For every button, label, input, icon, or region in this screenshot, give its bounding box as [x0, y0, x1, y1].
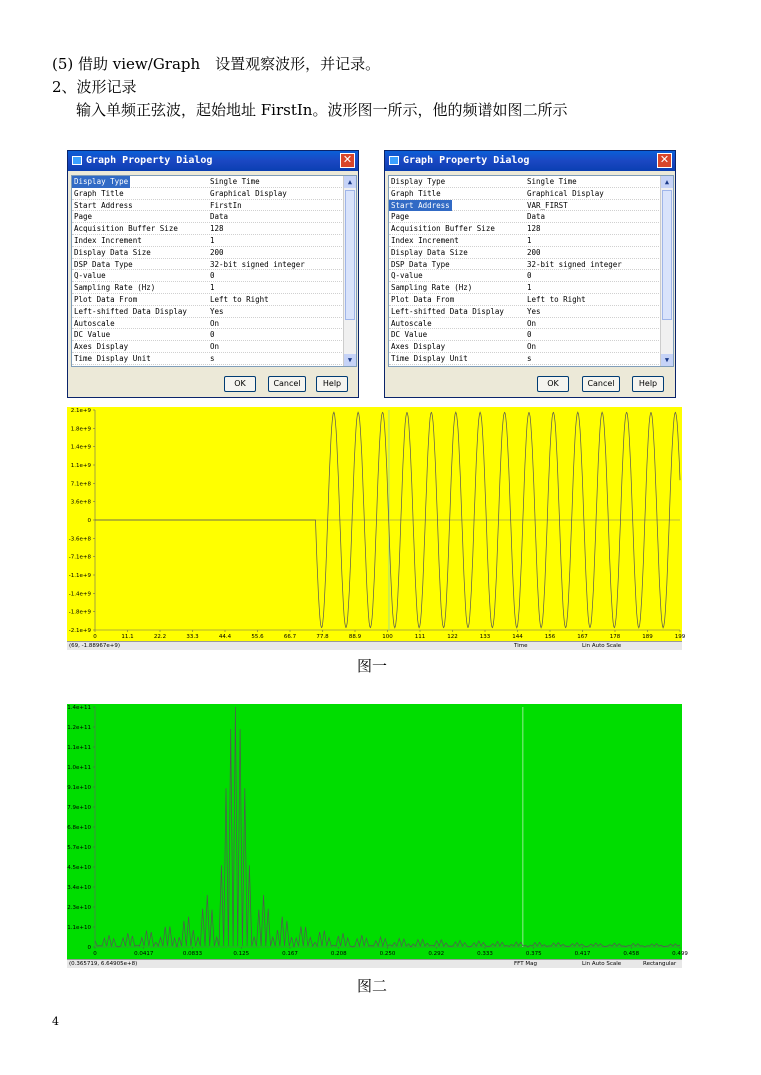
property-key: Time Display Unit: [391, 353, 468, 363]
property-key: Q-value: [391, 271, 423, 281]
property-value[interactable]: Single Time: [210, 177, 260, 186]
property-value[interactable]: Yes: [210, 306, 224, 316]
property-value[interactable]: 0: [527, 271, 532, 281]
x-tick-label: 156: [544, 634, 556, 640]
property-key: Index Increment: [74, 235, 142, 245]
scroll-up-icon[interactable]: ▲: [661, 176, 673, 188]
y-tick-label: 0: [87, 945, 91, 951]
property-value[interactable]: 200: [210, 247, 224, 257]
x-tick-label: 0.417: [574, 951, 591, 957]
x-tick-label: 0.250: [379, 951, 396, 957]
property-value[interactable]: 0: [210, 330, 215, 340]
scale-mode: Lin Auto Scale: [582, 643, 622, 649]
property-row[interactable]: [72, 318, 356, 330]
x-tick-label: 167: [577, 634, 588, 640]
y-tick-label: 7.9e+10: [67, 805, 91, 811]
x-tick-label: 0.458: [623, 951, 640, 957]
property-value[interactable]: Yes: [527, 306, 541, 316]
app-icon: [389, 156, 399, 165]
property-key: Axes Display: [391, 342, 446, 352]
close-icon[interactable]: ✕: [340, 153, 355, 168]
property-value[interactable]: s: [210, 353, 215, 363]
instruction-line-1: (5) 借助 view/Graph 设置观察波形，并记录。: [52, 55, 381, 73]
property-row[interactable]: [72, 294, 356, 306]
scroll-up-icon[interactable]: ▲: [344, 176, 356, 188]
property-grid[interactable]: [388, 175, 674, 367]
property-key: Page: [391, 212, 410, 222]
property-row[interactable]: [389, 188, 673, 200]
scroll-thumb[interactable]: [662, 190, 672, 320]
x-tick-label: 0.375: [525, 951, 542, 957]
help-button[interactable]: Help: [632, 376, 664, 392]
property-key: Graph Title: [74, 188, 124, 198]
y-tick-label: 1.2e+11: [67, 725, 91, 731]
property-row[interactable]: [389, 235, 673, 247]
property-key: Autoscale: [74, 318, 115, 328]
property-row[interactable]: [72, 329, 356, 341]
scroll-thumb[interactable]: [345, 190, 355, 320]
y-tick-label: -1.1e+9: [68, 573, 91, 579]
property-value[interactable]: 200: [527, 247, 541, 257]
graph-property-dialog-left: [67, 150, 359, 398]
property-row[interactable]: [72, 270, 356, 282]
display-mode: Time: [514, 643, 528, 649]
status-bar: [67, 959, 682, 968]
x-tick-label: 199: [674, 634, 686, 640]
property-value[interactable]: Left to Right: [527, 294, 586, 304]
dialog-titlebar: [385, 151, 675, 171]
x-tick-label: 189: [642, 634, 653, 640]
property-row[interactable]: [72, 200, 356, 212]
x-tick-label: 22.2: [153, 634, 167, 640]
x-tick-label: 0.292: [428, 951, 445, 957]
y-tick-label: 1.1e+11: [67, 745, 91, 751]
y-tick-label: 1.4e+11: [67, 705, 91, 711]
y-tick-label: 1.1e+9: [70, 463, 91, 469]
close-icon[interactable]: ✕: [657, 153, 672, 168]
y-tick-label: -3.6e+8: [68, 536, 91, 543]
property-key: Plot Data From: [391, 294, 455, 304]
property-key: Plot Data From: [74, 294, 138, 304]
property-row[interactable]: [72, 306, 356, 318]
x-tick-label: 100: [382, 634, 393, 640]
property-value[interactable]: 32-bit signed integer: [210, 259, 305, 269]
plot-background: [67, 407, 682, 641]
property-key: Autoscale: [391, 318, 432, 328]
ok-button[interactable]: OK: [224, 376, 256, 392]
property-value[interactable]: VAR_FIRST: [527, 200, 568, 210]
property-row[interactable]: [389, 341, 673, 353]
property-key: DSP Data Type: [391, 259, 450, 269]
property-value[interactable]: On: [210, 318, 220, 328]
property-grid[interactable]: [71, 175, 357, 367]
dialog-titlebar: [68, 151, 358, 171]
property-key: Acquisition Buffer Size: [391, 224, 495, 234]
property-key: Index Increment: [391, 235, 459, 245]
cancel-button[interactable]: Cancel: [268, 376, 306, 392]
status-bar: [67, 641, 682, 650]
scroll-down-icon[interactable]: ▼: [344, 354, 356, 366]
property-key: Page: [74, 212, 93, 222]
property-row[interactable]: [72, 259, 356, 271]
property-value[interactable]: 0: [527, 330, 532, 340]
x-tick-label: 122: [447, 634, 458, 640]
cursor-readout: (0.365719, 6.64905e+8): [69, 961, 138, 967]
property-key: Graph Title: [391, 188, 441, 198]
property-value[interactable]: 0: [210, 271, 215, 281]
y-tick-label: 0: [87, 518, 91, 524]
property-key: Display Data Size: [74, 247, 151, 257]
property-row[interactable]: [389, 270, 673, 282]
property-value[interactable]: On: [527, 318, 537, 328]
property-row[interactable]: [72, 353, 356, 365]
property-value[interactable]: On: [210, 342, 220, 352]
dialog-title: Graph Property Dialog: [403, 155, 530, 166]
property-row[interactable]: [389, 294, 673, 306]
y-tick-label: 9.1e+10: [67, 785, 91, 791]
property-row[interactable]: [72, 176, 356, 188]
property-row[interactable]: [389, 223, 673, 235]
property-key: Display Data Size: [391, 247, 468, 257]
property-key: Q-value: [74, 271, 106, 281]
app-icon: [72, 156, 82, 165]
x-tick-label: 133: [479, 634, 491, 640]
figure-caption-2: 图二: [357, 977, 388, 995]
property-key: Display Type: [391, 177, 446, 186]
property-value[interactable]: Graphical Display: [210, 188, 287, 198]
property-value[interactable]: On: [527, 342, 537, 352]
property-value[interactable]: Single Time: [527, 177, 577, 186]
property-value[interactable]: 1: [527, 283, 532, 293]
cancel-button[interactable]: Cancel: [582, 376, 620, 392]
y-tick-label: 6.8e+10: [67, 825, 91, 831]
property-row[interactable]: [389, 329, 673, 341]
y-tick-label: 2.3e+10: [67, 905, 91, 911]
y-tick-label: 1.0e+11: [67, 765, 91, 771]
y-tick-label: 4.5e+10: [67, 865, 91, 871]
x-tick-label: 66.7: [283, 634, 297, 640]
property-key: Time Display Unit: [74, 353, 151, 363]
time-graph-window: [67, 407, 686, 650]
x-tick-label: 0.333: [477, 951, 493, 957]
x-tick-label: 0: [93, 951, 97, 957]
y-tick-label: -2.1e+9: [68, 628, 91, 634]
y-tick-label: 1.4e+9: [70, 444, 91, 451]
x-tick-label: 0.167: [282, 951, 298, 957]
property-key: Left-shifted Data Display: [391, 306, 504, 316]
property-row[interactable]: [389, 353, 673, 365]
y-tick-label: -1.8e+9: [68, 609, 91, 616]
property-row[interactable]: [389, 176, 673, 188]
property-value[interactable]: 128: [210, 224, 224, 234]
scrollbar[interactable]: [343, 176, 356, 366]
y-tick-label: 5.7e+10: [67, 845, 91, 851]
x-tick-label: 77.8: [316, 634, 329, 640]
x-tick-label: 88.9: [348, 634, 362, 640]
figure-caption-1: 图一: [357, 657, 388, 675]
property-row[interactable]: [72, 341, 356, 353]
x-tick-label: 0.208: [330, 951, 347, 957]
x-tick-label: 0: [93, 634, 97, 640]
y-tick-label: 7.1e+8: [70, 481, 91, 488]
property-row[interactable]: [389, 306, 673, 318]
property-row[interactable]: [72, 223, 356, 235]
fft-spectrum-chart: [67, 704, 688, 959]
plot-background: [67, 704, 682, 959]
property-value[interactable]: 1: [210, 235, 215, 245]
x-tick-label: 111: [414, 634, 426, 640]
property-value[interactable]: Graphical Display: [527, 188, 604, 198]
y-tick-label: 1.8e+9: [70, 426, 91, 433]
time-waveform-chart: [67, 407, 686, 641]
property-key: Left-shifted Data Display: [74, 306, 187, 316]
property-value[interactable]: 128: [527, 224, 541, 234]
instruction-line-3: 输入单频正弦波，起始地址 FirstIn。波形图一所示，他的频谱如图二所示: [76, 101, 568, 119]
property-row[interactable]: [389, 200, 673, 212]
section-heading: 2、波形记录: [52, 78, 137, 96]
fft-graph-window: [67, 704, 688, 968]
y-tick-label: -7.1e+8: [68, 554, 91, 561]
property-value[interactable]: 1: [210, 283, 215, 293]
x-tick-label: 44.4: [218, 634, 232, 640]
property-row[interactable]: [389, 318, 673, 330]
x-tick-label: 0.0417: [134, 951, 154, 957]
property-key: Display Type: [74, 177, 129, 186]
x-tick-label: 33.3: [186, 634, 199, 640]
property-row[interactable]: [389, 259, 673, 271]
window-mode: Rectangular: [643, 961, 677, 967]
property-value[interactable]: 1: [527, 235, 532, 245]
x-tick-label: 0.499: [672, 951, 688, 957]
ok-button[interactable]: OK: [537, 376, 569, 392]
x-tick-label: 11.1: [121, 634, 134, 640]
property-row[interactable]: [72, 188, 356, 200]
cursor-readout: (69, -1.88967e+9): [69, 643, 121, 649]
property-key: DC Value: [74, 330, 111, 340]
property-row[interactable]: [389, 282, 673, 294]
help-button[interactable]: Help: [316, 376, 348, 392]
property-key: DSP Data Type: [74, 259, 133, 269]
dialog-title: Graph Property Dialog: [86, 155, 213, 166]
property-value[interactable]: s: [527, 353, 532, 363]
scroll-down-icon[interactable]: ▼: [661, 354, 673, 366]
property-key: Start Address: [74, 200, 133, 210]
property-key: Start Address: [391, 200, 450, 210]
property-key: Sampling Rate (Hz): [74, 283, 156, 293]
property-key: Sampling Rate (Hz): [391, 283, 473, 293]
y-tick-label: 3.6e+8: [70, 499, 91, 506]
x-tick-label: 144: [512, 634, 523, 640]
property-value[interactable]: Left to Right: [210, 294, 269, 304]
y-tick-label: 3.4e+10: [67, 885, 91, 891]
x-tick-label: 0.125: [233, 951, 250, 957]
y-tick-label: -1.4e+9: [68, 591, 91, 598]
x-tick-label: 0.0833: [182, 951, 203, 957]
property-row[interactable]: [72, 235, 356, 247]
property-row[interactable]: [72, 282, 356, 294]
display-mode: FFT Mag: [514, 961, 537, 967]
property-row[interactable]: [389, 247, 673, 259]
property-value[interactable]: FirstIn: [210, 200, 242, 210]
property-value[interactable]: 32-bit signed integer: [527, 259, 622, 269]
property-key: DC Value: [391, 330, 428, 340]
x-tick-label: 55.6: [251, 634, 264, 640]
property-key: Axes Display: [74, 342, 129, 352]
property-row[interactable]: [72, 211, 356, 223]
scale-mode: Lin Auto Scale: [582, 961, 622, 967]
x-tick-label: 178: [609, 634, 621, 640]
property-key: Acquisition Buffer Size: [74, 224, 178, 234]
graph-property-dialog-right: [384, 150, 676, 398]
y-tick-label: 2.1e+9: [70, 408, 91, 414]
y-tick-label: 1.1e+10: [67, 925, 91, 931]
page-number: 4: [52, 1015, 59, 1028]
property-row[interactable]: [72, 247, 356, 259]
property-value[interactable]: Data: [527, 212, 546, 222]
property-row[interactable]: [389, 211, 673, 223]
scrollbar[interactable]: [660, 176, 673, 366]
property-value[interactable]: Data: [210, 212, 229, 222]
